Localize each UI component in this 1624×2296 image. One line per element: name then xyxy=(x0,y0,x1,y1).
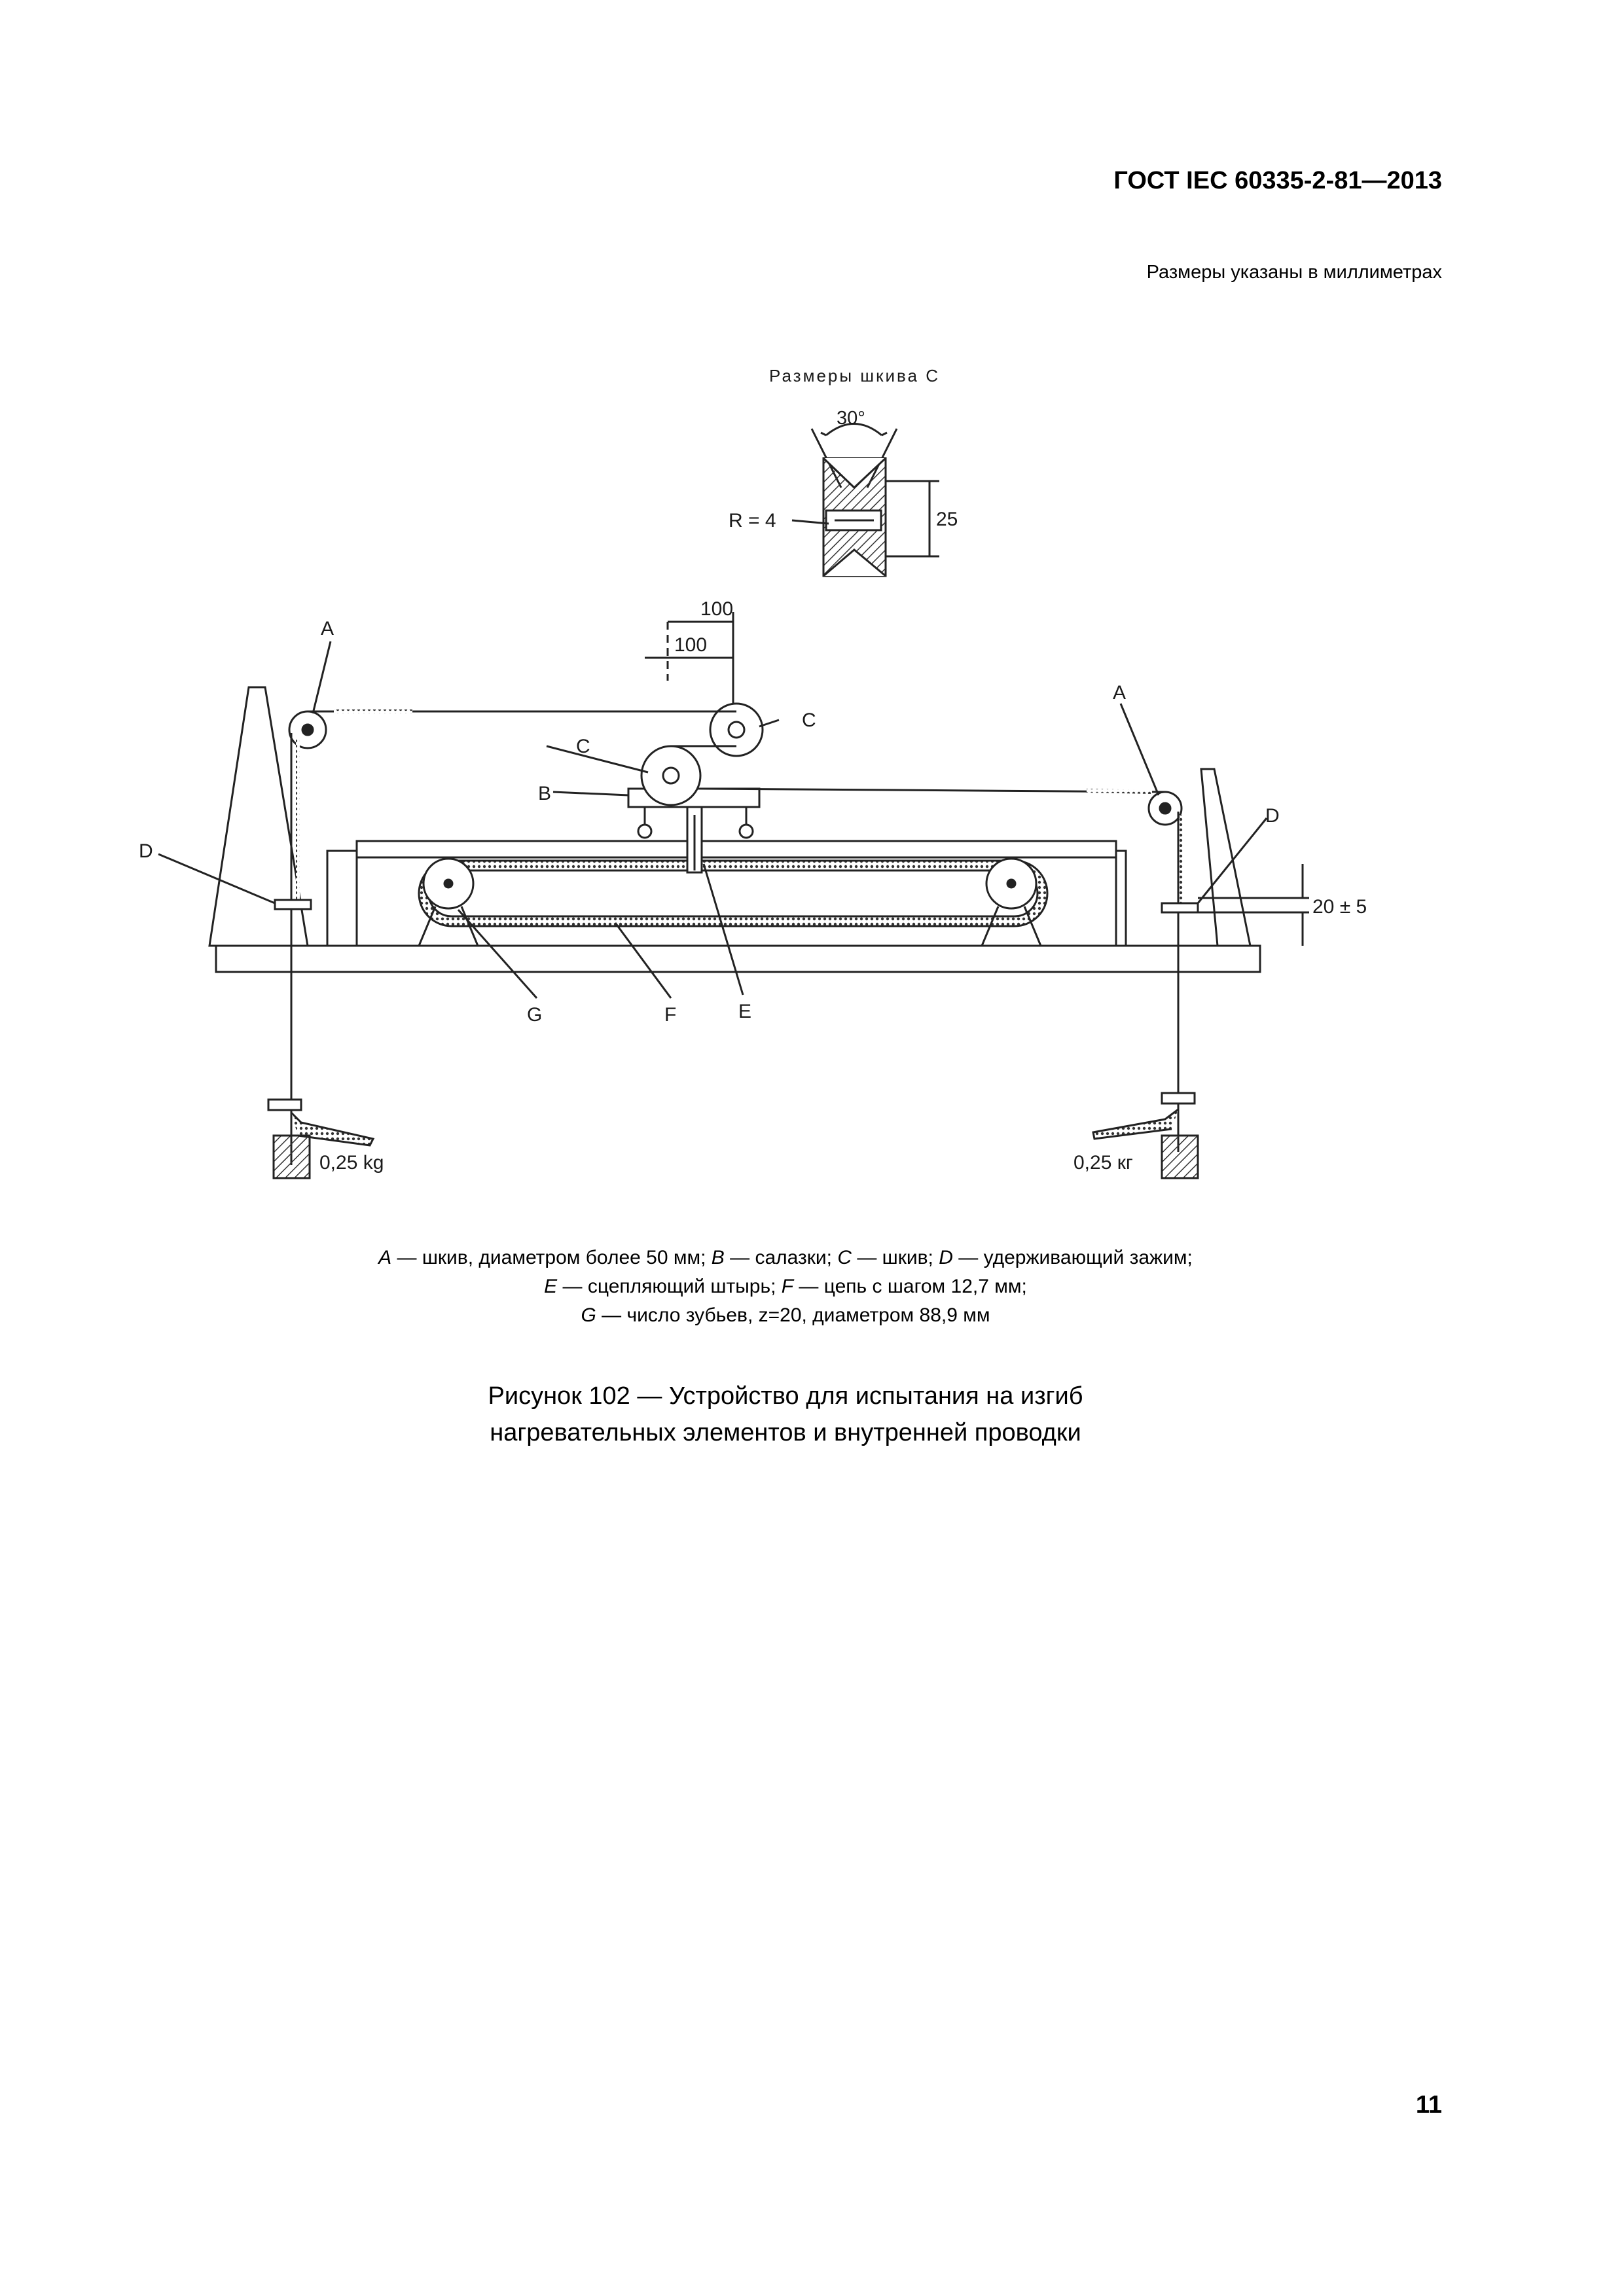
legend-line-1 xyxy=(131,1244,1440,1272)
label-e: E xyxy=(738,1001,752,1022)
page-number: 11 xyxy=(1415,2091,1442,2119)
inset-angle: 30° xyxy=(837,408,865,429)
dim-20: 20 ± 5 xyxy=(1312,896,1367,918)
label-b: B xyxy=(538,783,552,804)
label-g: G xyxy=(527,1004,543,1026)
label-a-left: A xyxy=(321,618,334,639)
legend-text: — салазки; xyxy=(724,1247,838,1268)
figure-caption xyxy=(131,1378,1440,1451)
standard-id: ГОСТ IEC 60335-2-81—2013 xyxy=(1113,167,1442,194)
legend-line-2 xyxy=(131,1272,1440,1301)
figure-legend xyxy=(131,1244,1440,1330)
legend-line-3 xyxy=(131,1301,1440,1330)
legend-text: — цепь с шагом 12,7 мм; xyxy=(793,1276,1027,1297)
legend-text: — шкив, диаметром более 50 мм; xyxy=(391,1247,712,1268)
legend-text: — удерживающий зажим; xyxy=(952,1247,1193,1268)
label-d-left: D xyxy=(139,840,153,862)
inset-height: 25 xyxy=(936,509,958,530)
legend-key: E xyxy=(544,1276,558,1297)
inset-title: Размеры шкива С xyxy=(769,366,941,386)
pulley-c-inset xyxy=(729,366,958,576)
label-c-right: C xyxy=(802,709,816,731)
legend-text: — сцепляющий штырь; xyxy=(557,1276,782,1297)
caption-line-2: нагревательных элементов и внутренней проводки xyxy=(490,1419,1081,1446)
label-a-right: A xyxy=(1113,682,1127,704)
label-d-right: D xyxy=(1265,805,1280,827)
legend-key: B xyxy=(711,1247,725,1268)
legend-text: — шкив; xyxy=(852,1247,939,1268)
dim-100-lower: 100 xyxy=(674,634,708,656)
label-c-left: C xyxy=(576,736,590,757)
legend-key: D xyxy=(939,1247,953,1268)
weight-right: 0,25 кг xyxy=(1074,1152,1133,1174)
label-f: F xyxy=(664,1004,677,1026)
legend-text: — число зубьев, z=20, диаметром 88,9 мм xyxy=(596,1304,990,1326)
legend-key: A xyxy=(378,1247,392,1268)
weight-left: 0,25 kg xyxy=(319,1152,384,1174)
caption-line-1: Рисунок 102 — Устройство для испытания на изгиб xyxy=(488,1382,1083,1410)
dim-100-upper: 100 xyxy=(700,598,734,620)
inset-radius: R = 4 xyxy=(729,510,776,531)
legend-key: C xyxy=(837,1247,852,1268)
legend-key: G xyxy=(581,1304,596,1326)
legend-key: F xyxy=(781,1276,794,1297)
units-note: Размеры указаны в миллиметрах xyxy=(1146,262,1442,283)
apparatus xyxy=(158,598,1367,1178)
